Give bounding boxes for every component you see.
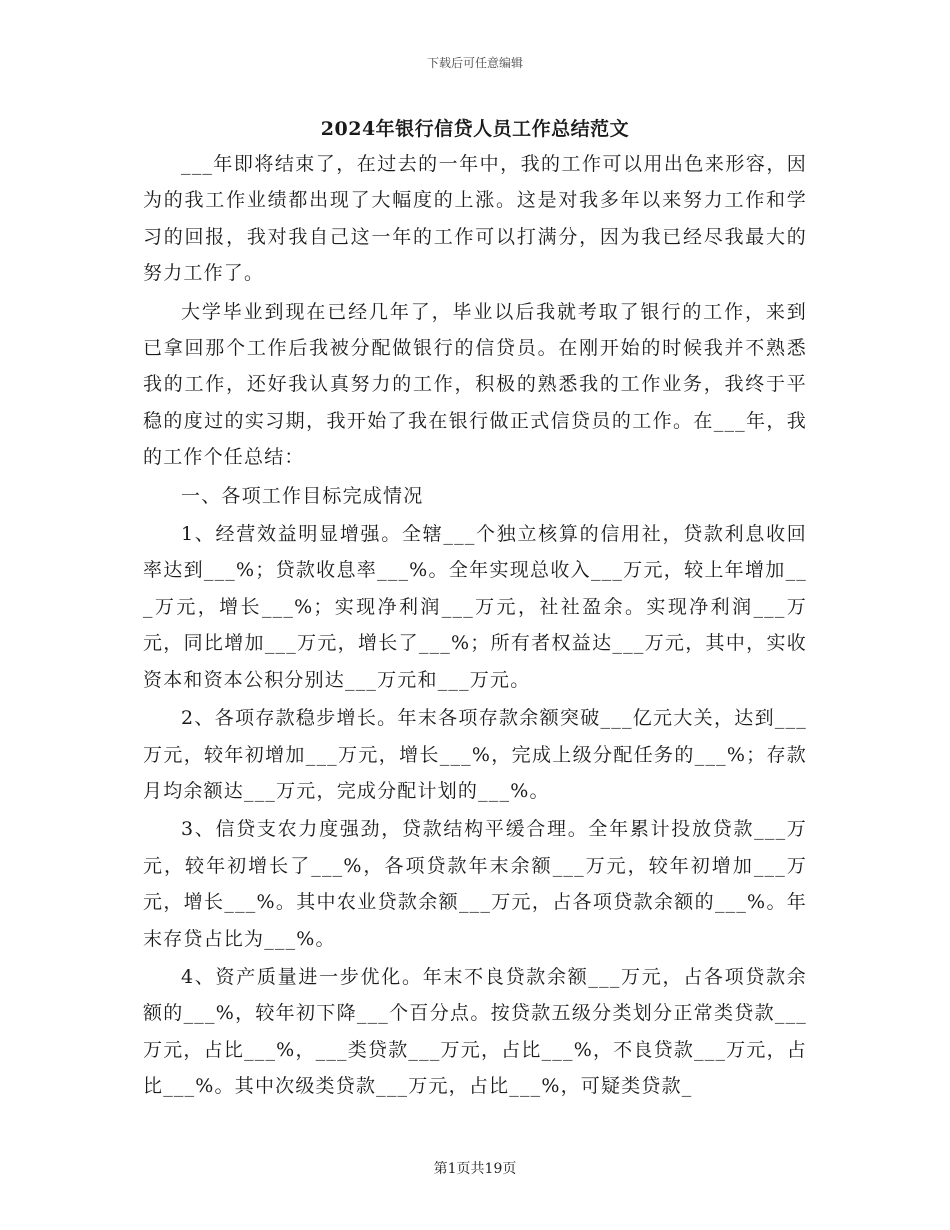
paragraph-item-1: 1、经营效益明显增强。全辖___个独立核算的信用社，贷款利息收回率达到___%；贷款收息率___%。全年实现总收入___万元，较上年增加___万元，增长___%；实现净利润___万元，社社盈余。实现净利润___万元，同比增加___万元，增长了___%；所有者权益达___万元，其中，实收资本和资本公积分别达___万元和___万元。	[143, 523, 807, 691]
page-number-footer: 第1页共19页	[433, 1161, 517, 1177]
paragraph-background: 大学毕业到现在已经几年了，毕业以后我就考取了银行的工作，来到已拿回那个工作后我被分配做银行的信贷员。在刚开始的时候我并不熟悉我的工作，还好我认真努力的工作，积极的熟悉我的工作业务，我终于平稳的度过的实习期，我开始了我在银行做正式信贷员的工作。在___年，我的工作个任总结：	[143, 300, 807, 469]
paragraph-item-3: 3、信贷支农力度强劲，贷款结构平缓合理。全年累计投放贷款___万元，较年初增长了___%，各项贷款年末余额___万元，较年初增加___万元，增长___%。其中农业贷款余额___万元，占各项贷款余额的___%。年末存贷占比为___%。	[143, 818, 807, 950]
paragraph-item-2: 2、各项存款稳步增长。年末各项存款余额突破___亿元大关，达到___万元，较年初增加___万元，增长___%，完成上级分配任务的___%；存款月均余额达___万元，完成分配计划的___%。	[143, 707, 807, 802]
header-note: 下载后可任意编辑	[426, 56, 523, 70]
paragraph-intro: ___年即将结束了，在过去的一年中，我的工作可以用出色来形容，因为的我工作业绩都出现了大幅度的上涨。这是对我多年以来努力工作和学习的回报，我对我自己这一年的工作可以打满分，因为我已经尽我最大的努力工作了。	[143, 153, 807, 285]
paragraph-item-4: 4、资产质量进一步优化。年末不良贷款余额___万元，占各项贷款余额的___%，较年初下降___个百分点。按贷款五级分类划分正常类贷款___万元，占比___%，___类贷款___万元，占比___%，不良贷款___万元，占比___%。其中次级类贷款___万元，占比___%，可疑类贷款_	[143, 965, 807, 1098]
section-heading: 一、各项工作目标完成情况	[181, 484, 424, 507]
document-title: 2024年银行信贷人员工作总结范文	[320, 118, 630, 140]
document-body	[143, 146, 807, 1107]
